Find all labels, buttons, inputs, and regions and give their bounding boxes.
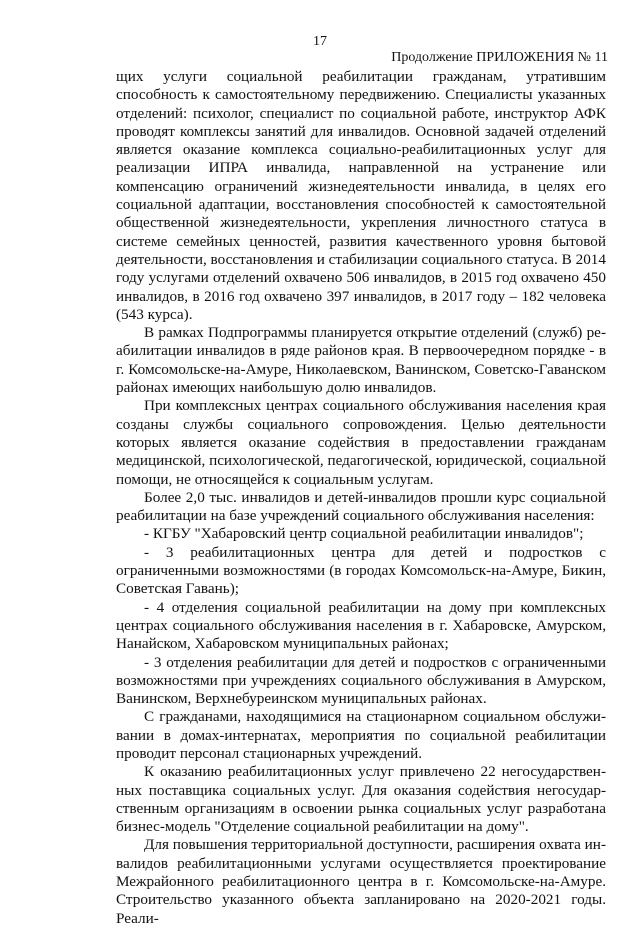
appendix-label: Продолжение ПРИЛОЖЕНИЯ № 11 xyxy=(391,50,608,65)
list-item: - КГБУ "Хабаровский центр социальной реабилитации инвалидов"; xyxy=(144,525,584,543)
paragraph: К оказанию реабилитационных услуг привлечено 22 негосударственных поставщика социальных услуг. Для оказания содействия негосударственным организациям в освоении рынка социальных услуг разработана бизнес-модель "Отделение социальной реабилитации на дому". xyxy=(116,763,606,836)
list-item: - 3 отделения реабилитации для детей и подростков с ограниченными возможностями при учреждениях социального обслуживания в Амурском, Ванинском, Верхнебуреинском муниципальных районах. xyxy=(116,653,606,708)
body-text xyxy=(116,68,606,928)
paragraph: При комплексных центрах социального обслуживания населения края созданы службы социального сопровождения. Целью деятельности которых является оказание содействия в предоставлении гражданам медицинской, психологической, педагогической, юридической, социальной помощи, не относящейся к социальным услугам. xyxy=(116,397,606,488)
paragraph: С гражданами, находящимися на стационарном социальном обслуживании в домах-интернатах, мероприятия по социальной реабилитации проводит персонал стационарных учреждений. xyxy=(116,708,606,762)
list-item: - 4 отделения социальной реабилитации на дому при комплексных центрах социального обслуживания населения в г. Хабаровске, Амурском, Нанайском, Хабаровском муниципальных районах; xyxy=(116,598,606,653)
paragraph: Для повышения территориальной доступности, расширения охвата инвалидов реабилитационными услугами осуществляется проектирование Межрайонного реабилитационного центра в г. Комсомольске-на-Амуре. Строительство указанного объекта запланировано на 2020-2021 годы. Реали- xyxy=(116,836,606,927)
paragraph: Более 2,0 тыс. инвалидов и детей-инвалидов прошли курс социальной реабилитации на базе учреждений социального обслуживания населения: xyxy=(116,488,606,525)
paragraph: В рамках Подпрограммы планируется открытие отделений (служб) реабилитации инвалидов в ряде районов края. В первоочередном порядке - в г. Комсомольске-на-Амуре, Николаевском, Ванинском, Советско-Гаванском районах имеющих наибольшую долю инвалидов. xyxy=(116,324,606,397)
paragraph: щих услуги социальной реабилитации гражданам, утратившим способность к самостоятельному передвижению. Специалисты указанных отделений: психолог, специалист по социальной работе, инструктор АФК проводят комплексы занятий для инвалидов. Основной задачей отделений является оказание комплекса социально-реабилитационных услуг для реализации ИПРА инвалида, направленной на устранение или компенсацию ограничений жизнедеятельности инвалида, в целях его социальной адаптации, восстановления способностей к самостоятельной общественной жизнедеятельности, укрепления личностного статуса в системе семейных ценностей, развития качественного уровня бытовой деятельности, восстановления и стабилизации социального статуса. В 2014 году услугами отделений охвачено 506 инвалидов, в 2015 год охвачено 450 инвалидов, в 2016 год охвачено 397 инвалидов, в 2017 году – 182 человека (543 курса). xyxy=(116,68,606,323)
list-item: - 3 реабилитационных центра для детей и подростков с ограниченными возможностями (в городах Комсомольск-на-Амуре, Бикин, Советская Гавань); xyxy=(116,543,606,598)
page-number: 17 xyxy=(313,34,327,49)
